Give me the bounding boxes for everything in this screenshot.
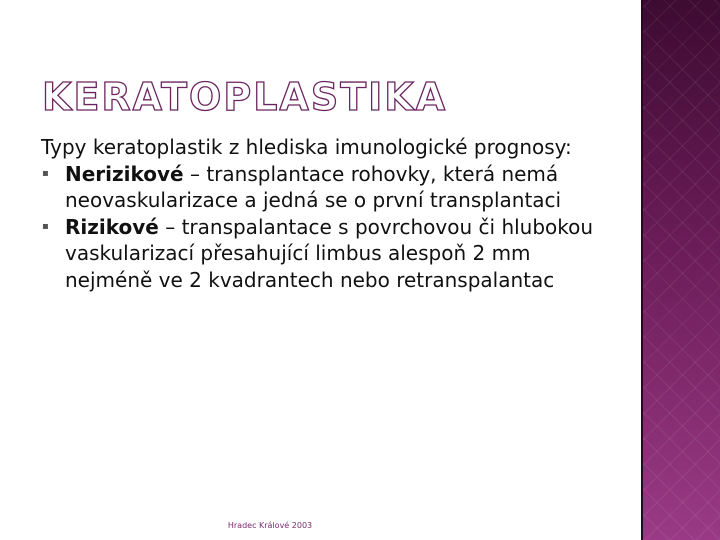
bullet-term: Nerizikové: [65, 161, 184, 186]
slide-footer: Hradec Králové 2003: [227, 521, 313, 530]
bullet-term: Rizikové: [65, 214, 159, 239]
bullet-icon: ▪: [42, 167, 49, 179]
bullet-item-nerizikove: [41, 161, 601, 214]
slide-body: [41, 134, 601, 293]
intro-text: Typy keratoplastik z hlediska imunologické prognosy:: [41, 135, 572, 159]
slide-title-container: [40, 70, 600, 122]
bullet-item-rizikove: [41, 214, 601, 294]
bullet-icon: ▪: [42, 220, 49, 232]
bullet-text: – transplantace rohovky, která nemá neovaskularizace a jedná se o první transplantaci: [65, 161, 562, 212]
decorative-side-panel: [641, 0, 720, 540]
slide-title-svg: [40, 70, 600, 122]
bullet-text: – transpalantace s povrchovou či hlubokou vaskularizací přesahující limbus alespoň 2 mm nejméně ve 2 kvadrantech nebo retranspalantac: [65, 214, 594, 292]
slide-title: KERATOPLASTIKA: [42, 75, 448, 119]
